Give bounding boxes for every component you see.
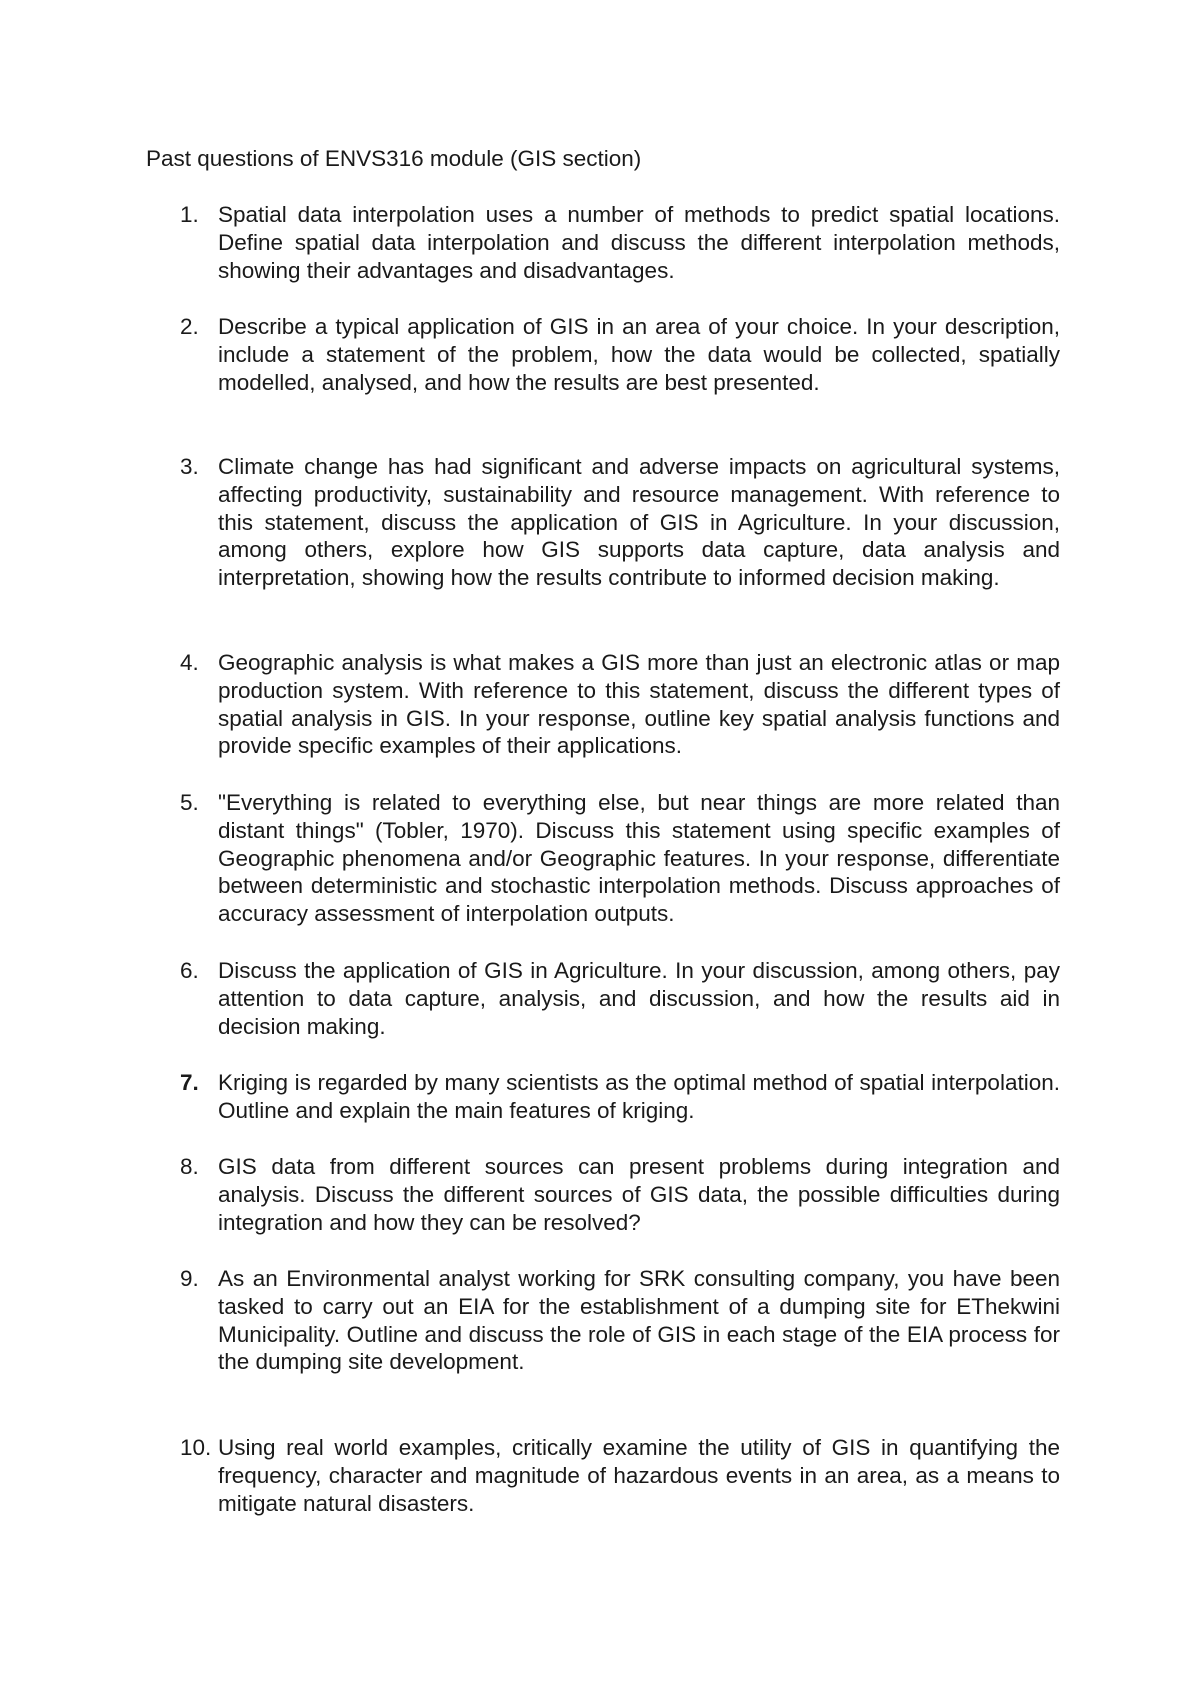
question-item <box>180 201 1060 284</box>
question-item <box>180 453 1060 592</box>
question-number: 2. <box>180 314 199 339</box>
question-text: Discuss the application of GIS in Agriculture. In your discussion, among others, pay attention to data capture, analysis, and discussion, and how the results aid in decision making. <box>218 958 1060 1039</box>
question-number: 9. <box>180 1266 199 1291</box>
question-text: Kriging is regarded by many scientists as the optimal method of spatial interpolation. Outline and explain the main features of kriging. <box>218 1070 1060 1123</box>
question-item <box>180 1153 1060 1236</box>
question-item <box>180 1265 1060 1376</box>
question-number: 3. <box>180 454 199 479</box>
question-number: 1. <box>180 202 199 227</box>
question-item <box>180 649 1060 760</box>
question-text: Climate change has had significant and adverse impacts on agricultural systems, affecting productivity, sustainability and resource management. With reference to this statement, discuss the application of GIS in Agriculture. In your discussion, among others, explore how GIS supports data capture, data analysis and interpretation, showing how the results contribute to informed decision making. <box>218 454 1060 591</box>
question-number: 5. <box>180 790 199 815</box>
question-text: Geographic analysis is what makes a GIS more than just an electronic atlas or map production system. With reference to this statement, discuss the different types of spatial analysis in GIS. In your response, outline key spatial analysis functions and provide specific examples of their applications. <box>218 650 1060 759</box>
document-title: Past questions of ENVS316 module (GIS section) <box>146 146 642 171</box>
question-number: 4. <box>180 650 199 675</box>
question-text: Using real world examples, critically examine the utility of GIS in quantifying the frequency, character and magnitude of hazardous events in an area, as a means to mitigate natural disasters. <box>218 1435 1060 1516</box>
question-item <box>180 1069 1060 1125</box>
question-number: 6. <box>180 958 199 983</box>
question-number: 8. <box>180 1154 199 1179</box>
question-number: 7. <box>180 1070 199 1095</box>
question-text: "Everything is related to everything else, but near things are more related than distant things" (Tobler, 1970). Discuss this statement using specific examples of Geographic phenomena and/or Geographic features. In your response, differentiate between deterministic and stochastic interpolation methods. Discuss approaches of accuracy assessment of interpolation outputs. <box>218 790 1060 927</box>
question-item <box>180 313 1060 396</box>
question-item <box>180 1434 1060 1517</box>
question-item <box>180 957 1060 1040</box>
question-text: GIS data from different sources can present problems during integration and analysis. Discuss the different sources of GIS data, the possible difficulties during integration and how they can be resolved? <box>218 1154 1060 1235</box>
question-text: As an Environmental analyst working for SRK consulting company, you have been tasked to carry out an EIA for the establishment of a dumping site for EThekwini Municipality. Outline and discuss the role of GIS in each stage of the EIA process for the dumping site development. <box>218 1266 1060 1375</box>
question-number: 10. <box>180 1435 212 1460</box>
question-item <box>180 789 1060 928</box>
question-text: Spatial data interpolation uses a number of methods to predict spatial locations. Define spatial data interpolation and discuss the different interpolation methods, showing their advantages and disadvantages. <box>218 202 1060 283</box>
question-text: Describe a typical application of GIS in an area of your choice. In your description, include a statement of the problem, how the data would be collected, spatially modelled, analysed, and how the results are best presented. <box>218 314 1060 395</box>
